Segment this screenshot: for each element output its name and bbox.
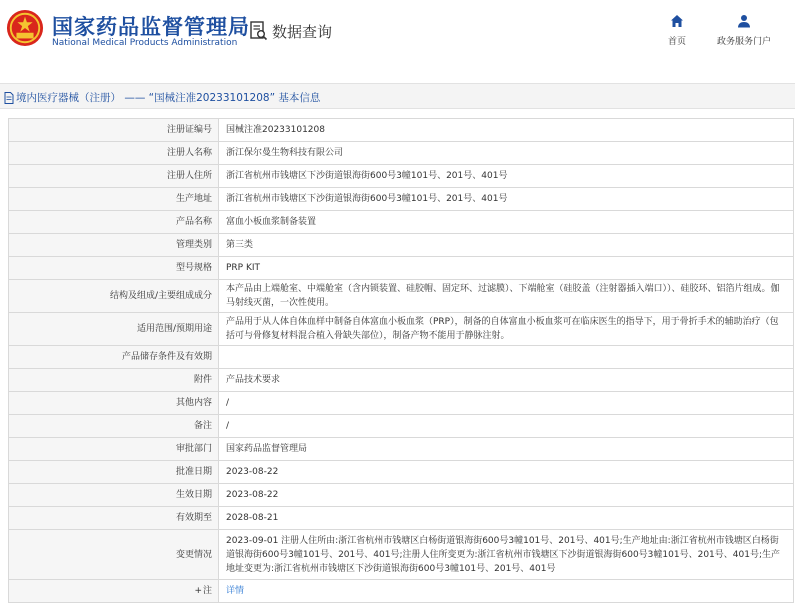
table-row (9, 507, 794, 530)
table-row (9, 165, 794, 188)
user-icon (737, 14, 751, 28)
table-row (9, 530, 794, 580)
row-value (219, 346, 794, 369)
row-label: 注册证编号 (9, 119, 219, 142)
breadcrumb (4, 90, 320, 105)
row-value: / (219, 415, 794, 438)
row-label: 注册人名称 (9, 142, 219, 165)
row-value: 2023-08-22 (219, 484, 794, 507)
row-label: 备注 (9, 415, 219, 438)
row-value: 第三类 (219, 234, 794, 257)
table-row (9, 438, 794, 461)
row-value: 国家药品监督管理局 (219, 438, 794, 461)
table-row (9, 484, 794, 507)
table-row (9, 188, 794, 211)
nav-portal-label: 政务服务门户 (716, 37, 771, 47)
row-label: 审批部门 (9, 438, 219, 461)
row-value: 浙江保尔曼生物科技有限公司 (219, 142, 794, 165)
table-row (9, 580, 794, 603)
row-label: 适用范围/预期用途 (9, 313, 219, 346)
table-row (9, 280, 794, 313)
row-label: 产品名称 (9, 211, 219, 234)
table-row (9, 461, 794, 484)
row-value: 浙江省杭州市钱塘区下沙街道银海街600号3幢101号、201号、401号 (219, 188, 794, 211)
site-header (0, 0, 795, 62)
row-value: 国械注准20233101208 (219, 119, 794, 142)
table-row (9, 313, 794, 346)
row-label: 生效日期 (9, 484, 219, 507)
row-label: 批准日期 (9, 461, 219, 484)
row-label: 注册人住所 (9, 165, 219, 188)
search-document-icon (250, 21, 268, 41)
section-title: 数据查询 (272, 23, 333, 41)
table-row (9, 369, 794, 392)
row-label: 产品储存条件及有效期 (9, 346, 219, 369)
row-label: 其他内容 (9, 392, 219, 415)
table-row (9, 257, 794, 280)
table-row (9, 234, 794, 257)
row-label: 有效期至 (9, 507, 219, 530)
home-icon (670, 14, 684, 28)
table-row (9, 142, 794, 165)
nav-home-label: 首页 (667, 37, 686, 47)
table-row (9, 119, 794, 142)
row-value: 2023-08-22 (219, 461, 794, 484)
row-label: 结构及组成/主要组成成分 (9, 280, 219, 313)
table-row (9, 415, 794, 438)
nav-service-portal[interactable] (712, 14, 776, 47)
row-label (9, 580, 219, 603)
table-row (9, 211, 794, 234)
row-value: / (219, 392, 794, 415)
table-row (9, 392, 794, 415)
row-value: 本产品由上端舱室、中端舱室（含内锁装置、硅胶帽、固定环、过滤膜）、下端舱室（硅胶盖（注射器插入端口））、硅胶环、铝箔片组成。伽马射线灭菌，一次性使用。 (219, 280, 794, 313)
brand-title: 国家药品监督管理局 (52, 15, 250, 39)
breadcrumb-bar (0, 83, 795, 109)
brand-subtitle: National Medical Products Administration (52, 38, 238, 48)
row-value: 浙江省杭州市钱塘区下沙街道银海街600号3幢101号、201号、401号 (219, 165, 794, 188)
note-label: 注 (202, 586, 212, 596)
nav-home[interactable] (660, 14, 694, 47)
details-link[interactable]: 详情 (226, 586, 245, 596)
row-value (219, 580, 794, 603)
registration-info-table (8, 118, 794, 603)
row-value: 富血小板血浆制备装置 (219, 211, 794, 234)
row-value: PRP KIT (219, 257, 794, 280)
row-label: 型号规格 (9, 257, 219, 280)
national-emblem-icon (6, 9, 44, 47)
row-label: 附件 (9, 369, 219, 392)
row-label: 管理类别 (9, 234, 219, 257)
table-row (9, 346, 794, 369)
row-value: 产品技术要求 (219, 369, 794, 392)
row-label: 变更情况 (9, 530, 219, 580)
row-label: 生产地址 (9, 188, 219, 211)
row-value: 产品用于从人体自体血样中制备自体富血小板血浆（PRP），制备的自体富血小板血浆可在临床医生的指导下，用于骨折手术的辅助治疗（包括可与骨修复材料混合植入骨缺失部位），制备产物不能用于静脉注射。 (219, 313, 794, 346)
breadcrumb-text: 境内医疗器械（注册） —— “国械注准20233101208” 基本信息 (16, 92, 321, 104)
row-value: 2028-08-21 (219, 507, 794, 530)
row-value: 2023-09-01 注册人住所由:浙江省杭州市钱塘区白杨街道银海街600号3幢101号、201号、401号;生产地址由:浙江省杭州市钱塘区白杨街道银海街600号3幢101号、201号、401号;注册人住所变更为:浙江省杭州市钱塘区下沙街道银海街600号3幢101号、201号、401号;生产地址变更为:浙江省杭州市钱塘区下沙街道银海街600号3幢101号、201号、401号 (219, 530, 794, 580)
document-icon (4, 92, 14, 104)
expand-plus-icon[interactable]: + (194, 586, 202, 596)
